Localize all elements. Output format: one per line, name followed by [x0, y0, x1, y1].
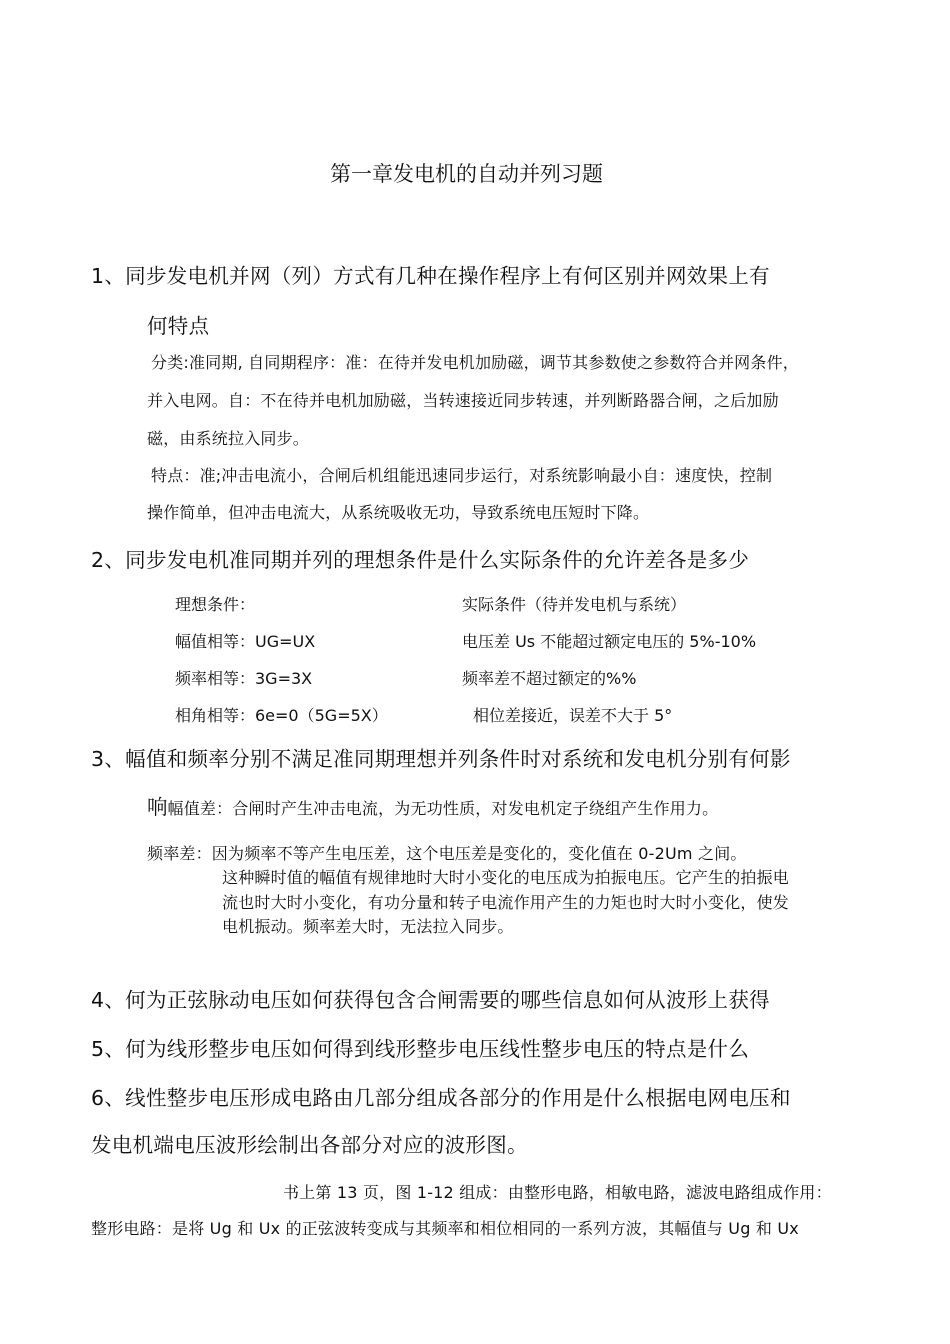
- answer-1-classification-line-3: 磁，由系统拉入同步。: [147, 429, 310, 448]
- answer-1-classification-line-2: 并入电网。自：不在待并电机加励磁，当转速接近同步转速，并列断路器合闸，之后加励: [147, 391, 779, 410]
- question-6-line-1: 6、线性整步电压形成电路由几部分组成各部分的作用是什么根据电网电压和: [91, 1086, 791, 1110]
- question-4-line-1: 4、何为正弦脉动电压如何获得包含合闸需要的哪些信息如何从波形上获得: [91, 988, 770, 1012]
- answer-1-classification-line-1: 分类:准同期, 自同期程序：准：在待并发电机加励磁，调节其参数使之参数符合并网条件，: [151, 353, 799, 372]
- question-2-line-1: 2、同步发电机准同期并列的理想条件是什么实际条件的允许差各是多少: [91, 548, 750, 572]
- answer-3-amplitude-difference: 幅值差：合闸时产生冲击电流，为无功性质，对发电机定子绕组产生作用力。: [167, 799, 719, 818]
- question-6-line-2: 发电机端电压波形绘制出各部分对应的波形图。: [91, 1133, 528, 1157]
- answer-3-frequency-line-3: 流也时大时小变化，有功分量和转子电流作用产生的力矩也时大时小变化，使发: [222, 893, 790, 912]
- answer-3-frequency-line-1: 频率差：因为频率不等产生电压差，这个电压差是变化的，变化值在 0-2Um 之间。: [147, 844, 747, 863]
- answer-6-line-2: 整形电路：是将 Ug 和 Ux 的正弦波转变成与其频率和相位相同的一系列方波，其幅值与 Ug 和 Ux: [91, 1219, 799, 1238]
- conditions-row-1-right: 电压差 Us 不能超过额定电压的 5%-10%: [462, 632, 757, 651]
- answer-3-frequency-line-4: 电机振动。频率差大时，无法拉入同步。: [222, 917, 514, 936]
- conditions-row-0-right: 实际条件（待并发电机与系统）: [462, 595, 687, 614]
- question-3-line-2: [147, 790, 718, 820]
- conditions-row-3-left: 相角相等：6e=0（5G=5X）: [175, 706, 388, 725]
- question-1-line-1: 1、同步发电机并网（列）方式有几种在操作程序上有何区别并网效果上有: [91, 264, 770, 288]
- conditions-row-2-right: 频率差不超过额定的%%: [462, 669, 637, 688]
- question-3-line-1: 3、幅值和频率分别不满足准同期理想并列条件时对系统和发电机分别有何影: [91, 747, 791, 771]
- answer-6-line-1: 书上第 13 页，图 1-12 组成：由整形电路，相敏电路，滤波电路组成作用：: [283, 1183, 832, 1202]
- question-3-continuation: 响: [147, 795, 168, 819]
- answer-3-frequency-line-2: 这种瞬时值的幅值有规律地时大时小变化的电压成为拍振电压。它产生的拍振电: [222, 868, 790, 887]
- conditions-row-1-left: 幅值相等：UG=UX: [175, 632, 316, 651]
- conditions-row-2-left: 频率相等：3G=3X: [175, 669, 313, 688]
- question-5-line-1: 5、何为线形整步电压如何得到线形整步电压线性整步电压的特点是什么: [91, 1037, 750, 1061]
- conditions-row-3-right: 相位差接近，误差不大于 5°: [473, 706, 673, 725]
- conditions-row-0-left: 理想条件：: [175, 595, 256, 614]
- page-title: 第一章发电机的自动并列习题: [330, 162, 603, 186]
- answer-1-features-line-2: 操作简单，但冲击电流大，从系统吸收无功，导致系统电压短时下降。: [147, 503, 650, 522]
- question-1-line-2: 何特点: [147, 314, 210, 338]
- answer-1-features-line-1: 特点：准;冲击电流小，合闸后机组能迅速同步运行，对系统影响最小自：速度快，控制: [151, 466, 773, 485]
